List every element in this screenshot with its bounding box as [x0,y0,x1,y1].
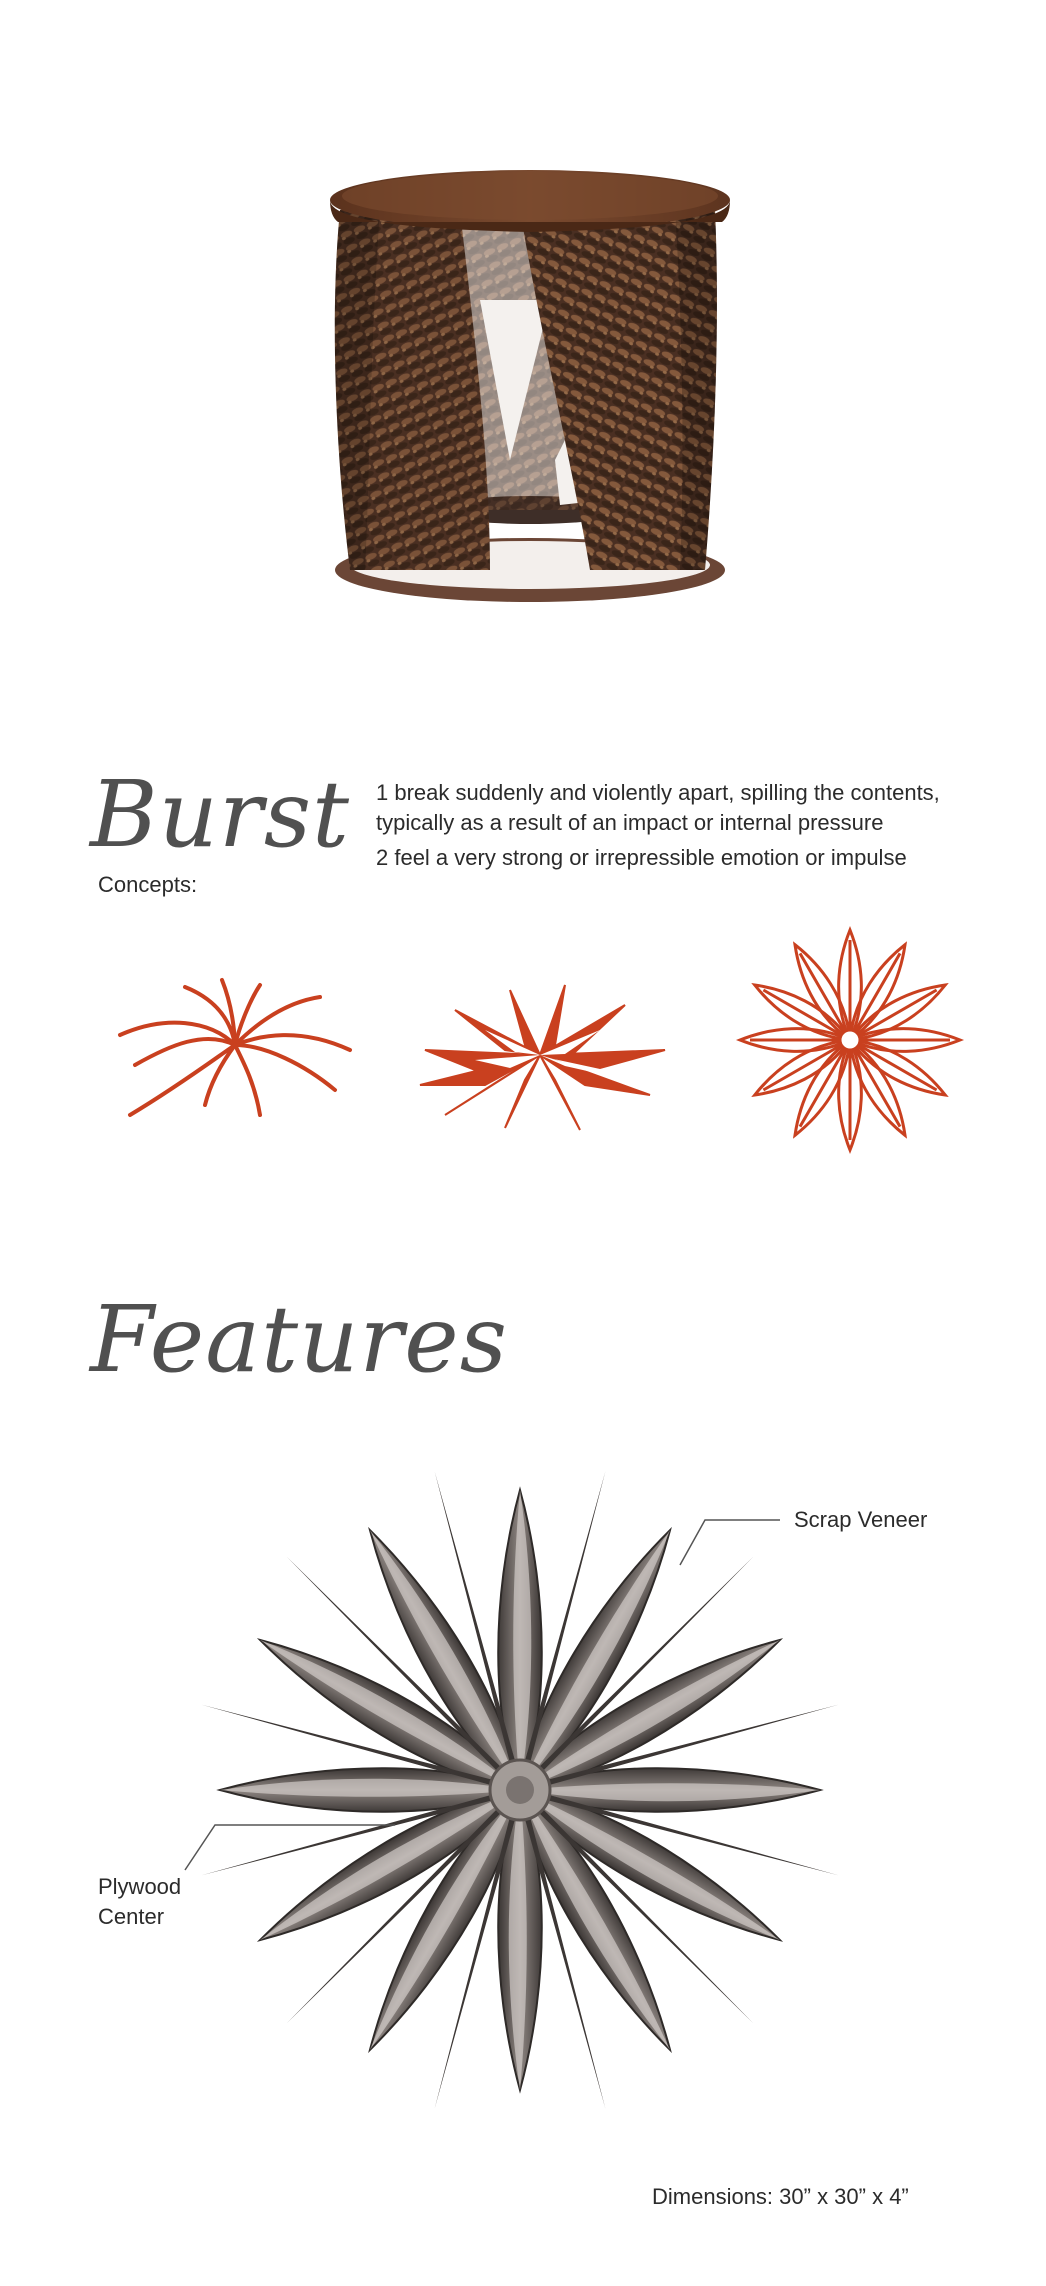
burst-title: Burst [90,761,351,868]
plywood-center-callout: Plywood Center [98,1874,182,1929]
concepts-label: Concepts: [98,872,198,897]
definition-1: 1 break suddenly and violently apart, spilling the contents, typically as a result of an impact or internal pressure [376,780,940,835]
features-title: Features [90,1286,508,1393]
dimensions-label: Dimensions: 30” x 30” x 4” [652,2184,909,2209]
scrap-veneer-callout: Scrap Veneer [794,1507,928,1532]
definition-2: 2 feel a very strong or irrepressible emotion or impulse [376,845,907,870]
